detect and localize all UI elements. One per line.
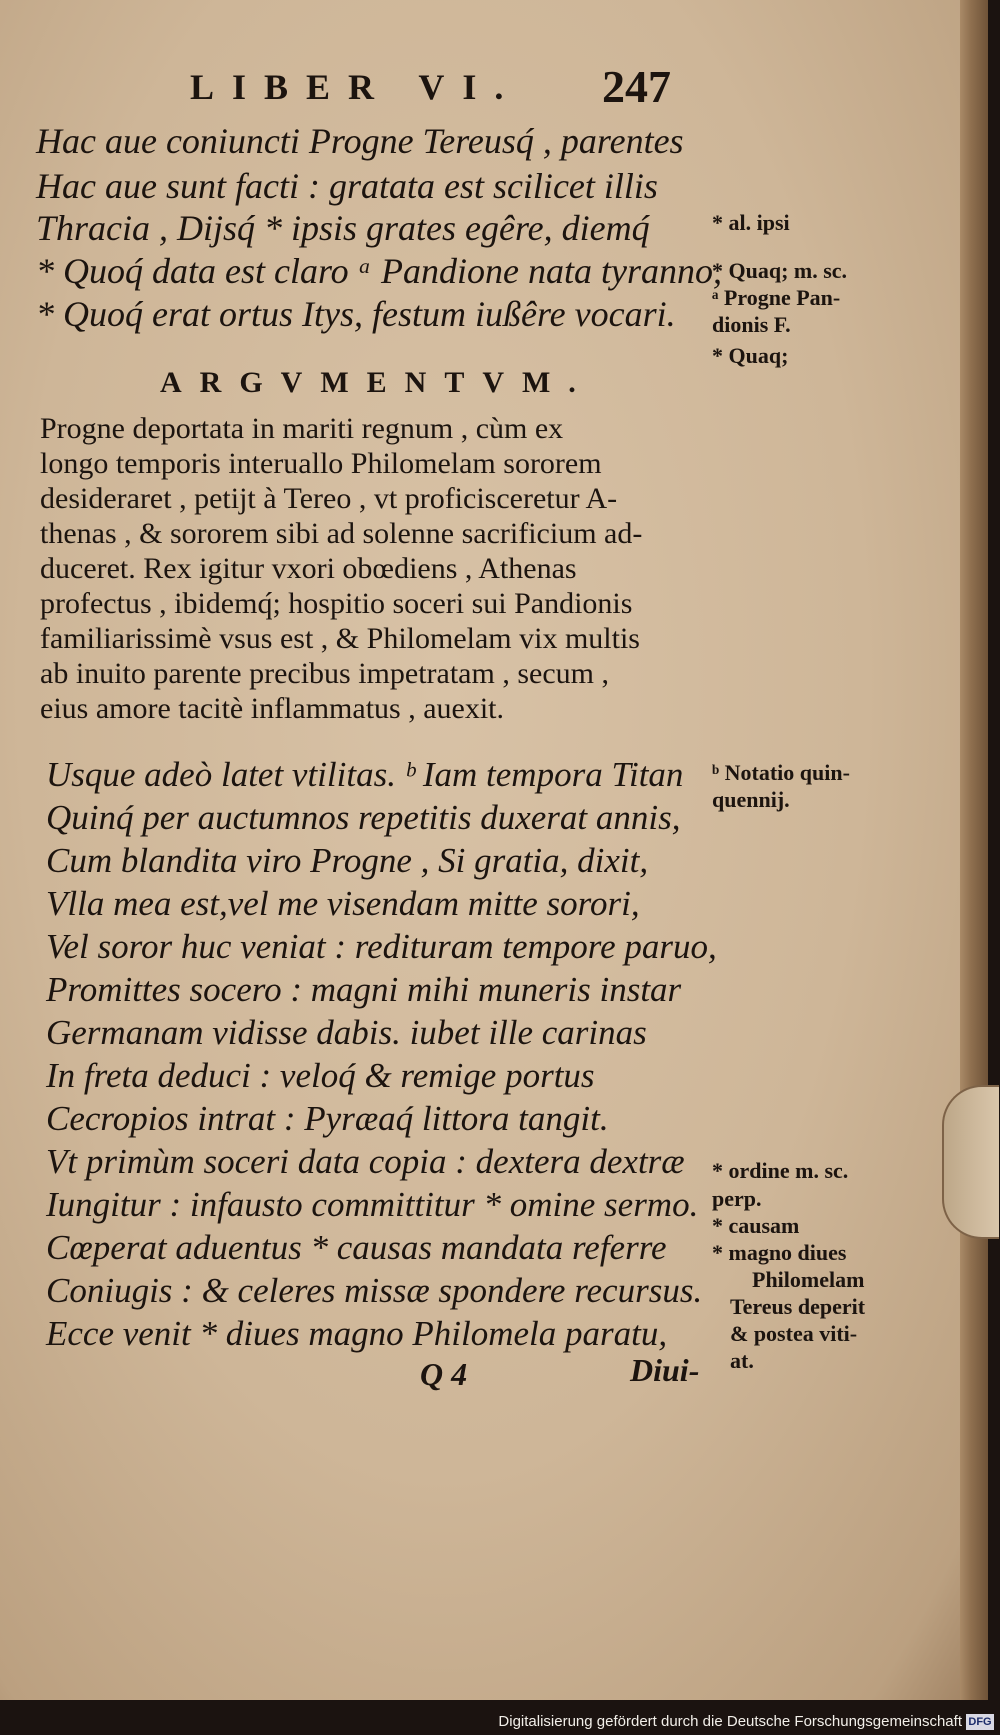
dfg-logo: DFG [966, 1714, 994, 1730]
marginal-note: at. [730, 1348, 754, 1373]
running-title: LIBER VI. [190, 67, 522, 107]
signature-mark: Q 4 [420, 1356, 468, 1392]
argument-title: ARGVMENTVM. [160, 366, 594, 399]
digitization-footer [0, 1708, 1000, 1735]
marginal-note: Tereus deperit [730, 1294, 866, 1319]
verse-line: In freta deduci : veloq́ & remige portus [46, 1056, 595, 1095]
marginal-note: * Quaq; [712, 343, 789, 368]
page-clip [942, 1085, 999, 1239]
verse-line: * Quoq́ data est claro ᵃ Pandione nata tyranno, [36, 251, 722, 291]
marginal-note: quennij. [712, 787, 790, 812]
catchword: Diui- [630, 1352, 700, 1388]
verse-line: Vlla mea est,vel me visendam mitte sorori, [46, 884, 640, 923]
argument-line: profectus , ibidemq́; hospitio soceri sui Pandionis [40, 587, 633, 620]
verse-line: Quinq́ per auctumnos repetitis duxerat annis, [46, 798, 681, 837]
marginal-note: dionis F. [712, 312, 791, 337]
verse-line: Germanam vidisse dabis. iubet ille carinas [46, 1013, 647, 1052]
marginal-note: ᵇ Notatio quin- [712, 760, 850, 785]
marginal-note: & postea viti- [730, 1321, 858, 1346]
argument-line: Progne deportata in mariti regnum , cùm ex [40, 412, 564, 445]
marginal-note: * magno diues [712, 1240, 847, 1265]
page-edge [960, 0, 988, 1700]
verse-line: Promittes socero : magni mihi muneris instar [46, 970, 682, 1009]
verse-line: Iungitur : infausto committitur * omine sermo. [46, 1185, 699, 1224]
argument-line: duceret. Rex igitur vxori obœdiens , Athenas [40, 552, 577, 585]
verse-line: Cœperat aduentus * causas mandata referre [46, 1228, 667, 1267]
marginal-note: * causam [712, 1213, 800, 1238]
verse-line: Hac aue sunt facti : gratata est scilicet illis [36, 166, 658, 206]
argument-line: eius amore tacitè inflammatus , auexit. [40, 692, 505, 725]
verse-line: Hac aue coniuncti Progne Tereusq́ , parentes [36, 121, 684, 161]
verse-line: * Quoq́ erat ortus Itys, festum iußêre vocari. [36, 294, 676, 334]
verse-line: Vt primùm soceri data copia : dextera dextræ [46, 1142, 685, 1181]
verse-line: Cecropios intrat : Pyræaq́ littora tangit. [46, 1099, 609, 1138]
funding-credit: Digitalisierung gefördert durch die Deutsche Forschungsgemeinschaft [498, 1713, 962, 1730]
argument-line: thenas , & sororem sibi ad solenne sacrificium ad- [40, 517, 643, 550]
marginal-note: * ordine m. sc. [712, 1158, 849, 1183]
marginal-note: perp. [712, 1186, 762, 1211]
page-number: 247 [602, 61, 671, 112]
marginal-note: * al. ipsi [712, 210, 790, 235]
verse-line: Thracia , Dijsq́ * ipsis grates egêre, diemq́ [36, 208, 650, 248]
verse-line: Ecce venit * diues magno Philomela paratu, [46, 1314, 668, 1353]
marginal-note: * Quaq; m. sc. [712, 258, 848, 283]
verse-line: Cum blandita viro Progne , Si gratia, dixit, [46, 841, 649, 880]
verse-line: Coniugis : & celeres missæ spondere recursus. [46, 1271, 703, 1310]
marginal-note: ᵃ Progne Pan- [712, 285, 841, 310]
argument-line: desideraret , petijt à Tereo , vt proficisceretur A- [40, 482, 618, 515]
verse-line: Usque adeò latet vtilitas. ᵇ Iam tempora Titan [46, 755, 684, 794]
argument-line: familiarissimè vsus est , & Philomelam vix multis [40, 622, 640, 655]
verse-line: Vel soror huc veniat : redituram tempore paruo, [46, 927, 717, 966]
argument-line: longo temporis interuallo Philomelam sororem [40, 447, 602, 480]
marginal-note: Philomelam [752, 1267, 865, 1292]
argument-line: ab inuito parente precibus impetratam , secum , [40, 657, 609, 690]
